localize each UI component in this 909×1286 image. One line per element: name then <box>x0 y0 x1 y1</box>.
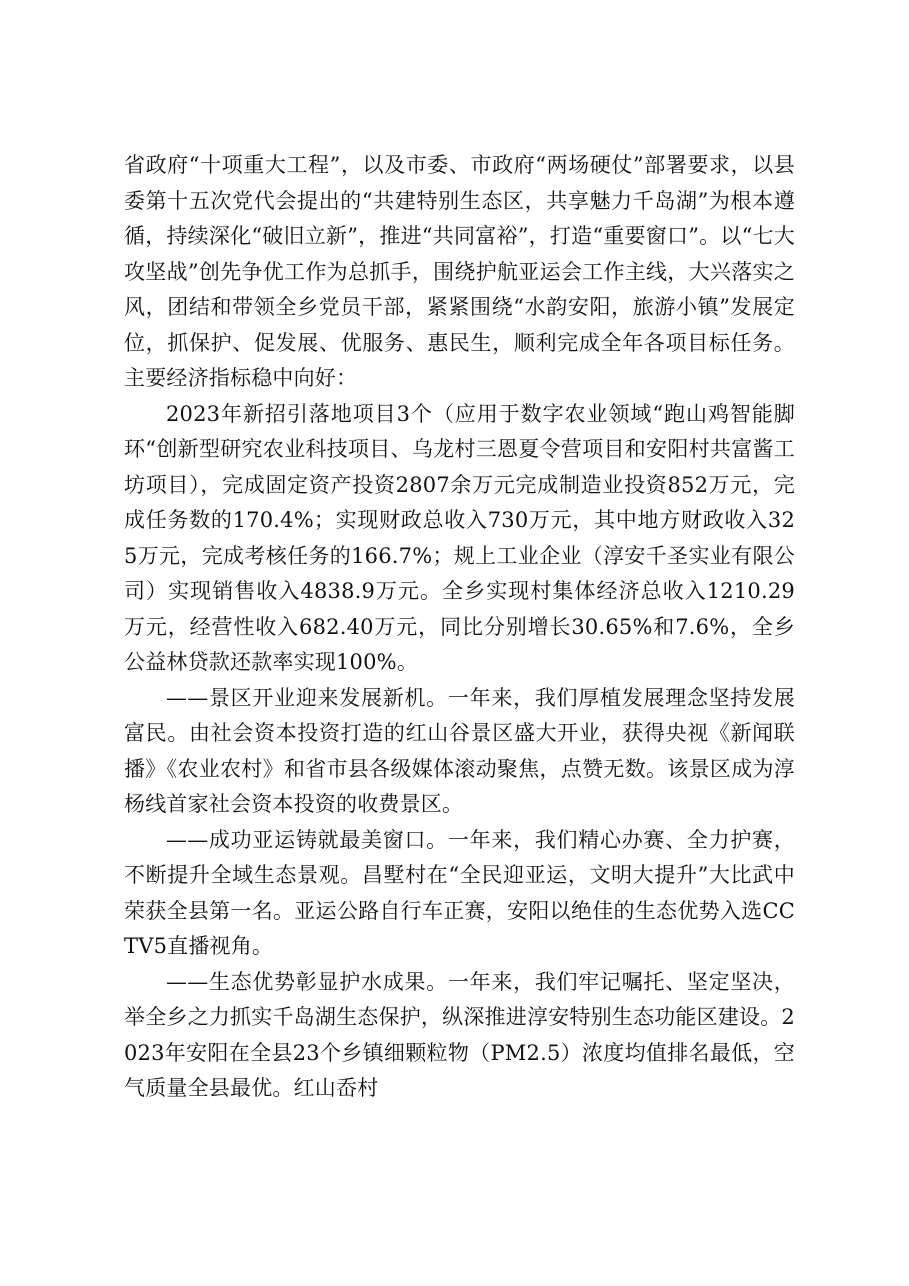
paragraph-ecology: ——生态优势彰显护水成果。一年来，我们牢记嘱托、坚定坚决，举全乡之力抓实千岛湖生态保护，纵深推进淳安特别生态功能区建设。2023年安阳在全县23个乡镇细颗粒物（PM2.5）浓度均值排名最低，空气质量全县最优。红山岙村 <box>124 969 795 1100</box>
paragraph-economic-indicators: 2023年新招引落地项目3个（应用于数字农业领域“跑山鸡智能脚环“创新型研究农业科技项目、乌龙村三恩夏令营项目和安阳村共富酱工坊项目），完成固定资产投资2807余万元完成制造业投资852万元，完成任务数的170.4%；实现财政总收入730万元，其中地方财政收入325万元，完成考核任务的166.7%；规上工业企业（淳安千圣实业有限公司）实现销售收入4838.9万元。全乡实现村集体经济总收入1210.29万元，经营性收入682.40万元，同比分别增长30.65%和7.6%，全乡公益林贷款还款率实现100%。 <box>124 401 795 674</box>
paragraph-intro: 省政府“十项重大工程”，以及市委、市政府“两场硬仗”部署要求，以县委第十五次党代会提出的“共建特别生态区，共享魅力千岛湖”为根本遵循，持续深化“破旧立新”，推进“共同富裕”，打造“重要窗口”。以“七大攻坚战”创先争优工作为总抓手，围绕护航亚运会工作主线，大兴落实之风，团结和带领全乡党员干部，紧紧围绕“水韵安阳，旅游小镇”发展定位，抓保护、促发展、优服务、惠民生，顺利完成全年各项目标任务。主要经济指标稳中向好： <box>124 153 795 390</box>
paragraph-scenic-area: ——景区开业迎来发展新机。一年来，我们厚植发展理念坚持发展富民。由社会资本投资打造的红山谷景区盛大开业，获得央视《新闻联播》《农业农村》和省市县各级媒体滚动聚焦，点赞无数。该景区成为淳杨线首家社会资本投资的收费景区。 <box>124 685 795 816</box>
paragraph-asian-games: ——成功亚运铸就最美窗口。一年来，我们精心办赛、全力护赛，不断提升全域生态景观。昌墅村在“全民迎亚运，文明大提升”大比武中荣获全县第一名。亚运公路自行车正赛，安阳以绝佳的生态优势入选CCTV5直播视角。 <box>124 827 795 958</box>
